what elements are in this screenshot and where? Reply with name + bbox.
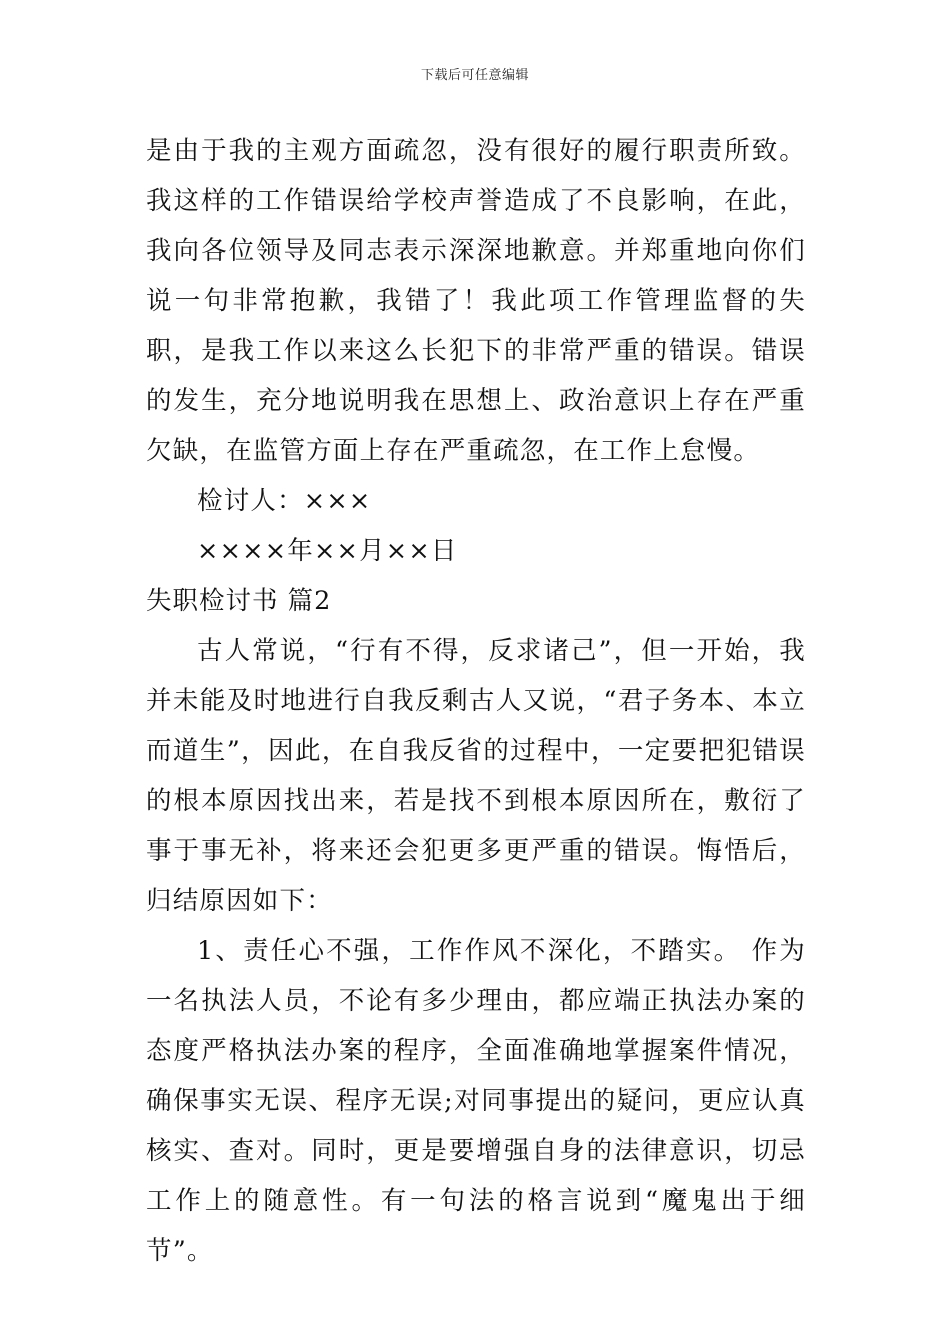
- paragraph-continuation: 是由于我的主观方面疏忽，没有很好的履行职责所致。我这样的工作错误给学校声誉造成了不良影响，在此，我向各位领导及同志表示深深地歉意。并郑重地向你们说一句非常抱歉，我错了！我此项工作管理监督的失职，是我工作以来这么长犯下的非常严重的错误。错误的发生，充分地说明我在思想上、政治意识上存在严重欠缺，在监管方面上存在严重疏忽，在工作上怠慢。: [146, 136, 806, 466]
- date-line: ××××年××月××日: [197, 536, 458, 566]
- document-body: [146, 126, 806, 1276]
- section-title: 失职检讨书 篇2: [146, 586, 332, 616]
- header-note: 下载后可任意编辑: [420, 68, 529, 83]
- signer-line: 检讨人：×××: [197, 486, 372, 516]
- paragraph-reason-1: 1、责任心不强，工作作风不深化，不踏实。 作为一名执法人员，不论有多少理由，都应端正执法办案的态度严格执法办案的程序，全面准确地掌握案件情况，确保事实无误、程序无误;对同事提出的疑问，更应认真核实、查对。同时，更是要增强自身的法律意识，切忌工作上的随意性。有一句法的格言说到“魔鬼出于细节”。: [146, 936, 806, 1266]
- paragraph-intro: 古人常说，“行有不得，反求诸己”，但一开始，我并未能及时地进行自我反剩古人又说，“君子务本、本立而道生”，因此，在自我反省的过程中，一定要把犯错误的根本原因找出来，若是找不到根本原因所在，敷衍了事于事无补，将来还会犯更多更严重的错误。悔悟后，归结原因如下：: [146, 636, 806, 916]
